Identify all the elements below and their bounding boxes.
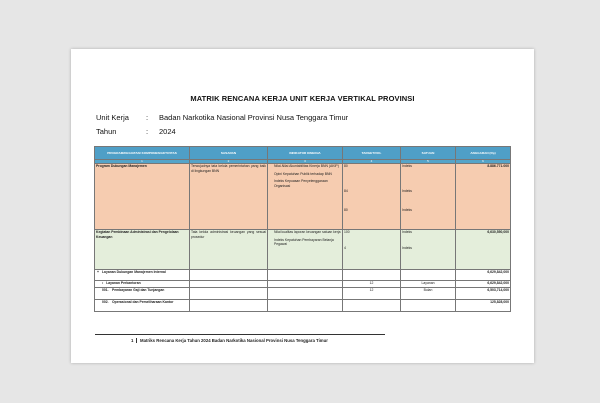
indikator-cell (268, 230, 343, 270)
target-value: 4 (344, 246, 346, 250)
column-number: 6 (456, 160, 511, 164)
sasaran-cell (190, 270, 268, 281)
target-cell: 12 (343, 288, 401, 300)
sasaran-cell: Terwujudnya tata kelola pemerintahan yang baik di lingkungan BNN (190, 164, 268, 230)
target-value: 80 (344, 164, 348, 168)
bullet-marker: • (102, 281, 104, 285)
anggaran-cell: 6,629,842,000 (456, 270, 511, 281)
indicator-item: • Nilai-Nilai Akuntabilitas Kinerja BNN (AKIP) (274, 164, 341, 169)
target-cell (343, 230, 401, 270)
indicator-item: • Indeks Kepuasan Penyelenggaraan Organisasi (274, 179, 341, 188)
target-value: 80 (344, 208, 348, 212)
sasaran-cell (190, 281, 268, 288)
indikator-cell (268, 281, 343, 288)
unit-kerja-label: Unit Kerja (96, 113, 129, 122)
satuan-value: Indeks (402, 246, 412, 250)
unit-kerja-line (96, 113, 348, 122)
table-row (95, 164, 511, 230)
row-code: 002. (102, 300, 109, 304)
indikator-cell (268, 270, 343, 281)
satuan-cell (401, 300, 456, 312)
header-indikator: INDIKATOR KINERJA (268, 147, 343, 160)
program-cell (95, 288, 190, 300)
sasaran-cell: Tata kelola administrasi keuangan yang sesuai prosedur (190, 230, 268, 270)
target-cell: 12 (343, 281, 401, 288)
satuan-cell (401, 164, 456, 230)
target-cell (343, 270, 401, 281)
header-target: TARGET/VOL (343, 147, 401, 160)
indicator-item: • Indeks Kepatuhan Pembayaran Belanja Pegawai (274, 238, 341, 247)
table-row (95, 230, 511, 270)
indikator-cell (268, 300, 343, 312)
satuan-cell: Bulan (401, 288, 456, 300)
unit-kerja-value: Badan Narkotika Nasional Provinsi Nusa Tenggara Timur (159, 113, 349, 122)
column-number: 1 (95, 160, 190, 164)
page-footer (131, 338, 328, 343)
satuan-value: Indeks (402, 230, 412, 234)
table-row (95, 288, 511, 300)
header-anggaran: ANGGARAN (Rp) (456, 147, 511, 160)
program-cell: Kegiatan Pembinaan Administrasi dan Pengelolaan Keuangan (95, 230, 190, 270)
sasaran-cell (190, 288, 268, 300)
footer-divider (95, 334, 385, 335)
footer-text: Matriks Rencana Kerja Tahun 2024 Badan Narkotika Nasional Provinsi Nusa Tenggara Timur (139, 338, 328, 343)
program-label: Operasional dan Pemeliharaan Kantor (112, 300, 174, 304)
tahun-label: Tahun (96, 127, 117, 136)
program-label: Layanan Perkantoran (106, 281, 141, 285)
target-value: 100 (344, 230, 350, 234)
header-sasaran: SASARAN (190, 147, 268, 160)
sasaran-cell (190, 300, 268, 312)
table-row (95, 270, 511, 281)
document-title: MATRIK RENCANA KERJA UNIT KERJA VERTIKAL PROVINSI (190, 94, 415, 103)
satuan-cell: Layanan (401, 281, 456, 288)
expand-marker: + (97, 270, 99, 274)
target-cell (343, 300, 401, 312)
table-row (95, 281, 511, 288)
anggaran-cell: 125,828,000 (456, 300, 511, 312)
indikator-cell (268, 164, 343, 230)
page-number: 1 (131, 338, 134, 343)
satuan-cell (401, 270, 456, 281)
header-program: PROGRAM/KEGIATAN/ KOMPONEN/AKTIVITAS (95, 147, 190, 160)
satuan-value: Indeks (402, 189, 412, 193)
program-cell: Program Dukungan Manajemen (95, 164, 190, 230)
column-number: 2 (190, 160, 268, 164)
work-plan-matrix-table (94, 146, 511, 312)
program-cell (95, 270, 190, 281)
indicator-item: • Nilai kualitas laporan keuangan satuan kerja (274, 230, 341, 235)
footer-separator (136, 338, 137, 343)
tahun-value: 2024 (159, 127, 176, 136)
target-cell (343, 164, 401, 230)
satuan-cell (401, 230, 456, 270)
anggaran-cell: 6,503,714,000 (456, 288, 511, 300)
tahun-line (96, 127, 176, 136)
anggaran-cell: 6,630,550,000 (456, 230, 511, 270)
table-header-row (95, 147, 511, 160)
satuan-value: Indeks (402, 164, 412, 168)
anggaran-cell: 6,629,842,000 (456, 281, 511, 288)
satuan-value: Indeks (402, 208, 412, 212)
indikator-cell (268, 288, 343, 300)
unit-kerja-colon: : (146, 113, 149, 122)
target-value: 84 (344, 189, 348, 193)
tahun-colon: : (146, 127, 149, 136)
column-number: 4 (343, 160, 401, 164)
column-number: 3 (268, 160, 343, 164)
table-row (95, 300, 511, 312)
program-label: Pembayaran Gaji dan Tunjangan (112, 288, 165, 292)
program-cell (95, 300, 190, 312)
program-label: Layanan Dukungan Manajemen Internal (101, 270, 166, 274)
program-cell (95, 281, 190, 288)
document-page (71, 49, 534, 363)
indicator-item: • Opini Kepatuhan Publik terhadap BNN (274, 172, 341, 177)
row-code: 001. (102, 288, 109, 292)
column-number: 5 (401, 160, 456, 164)
header-satuan: SATUAN (401, 147, 456, 160)
anggaran-cell: 8.886.771.000 (456, 164, 511, 230)
